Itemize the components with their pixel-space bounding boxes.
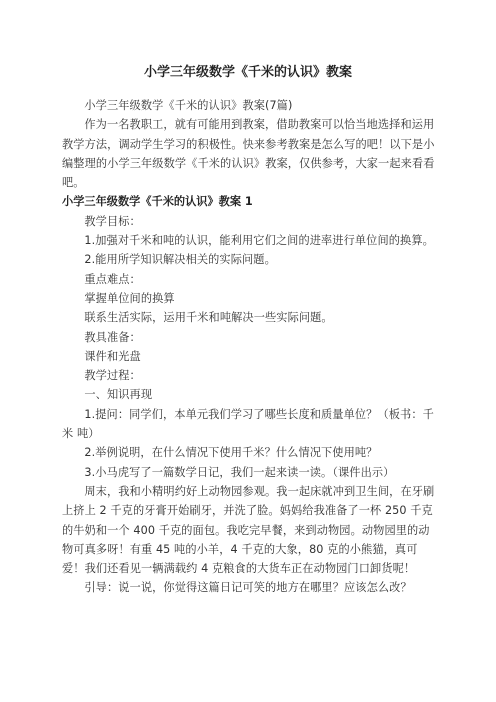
paragraph: 1.提问：同学们，本单元我们学习了哪些长度和质量单位？（板书：千米 吨） — [62, 407, 434, 441]
paragraph: 1.加强对千米和吨的认识，能利用它们之间的进率进行单位间的换算。 — [84, 234, 434, 248]
paragraph: 周末，我和小精明约好上动物园参观。我一起床就冲到卫生间，在牙刷上挤上 2 千克的牙膏开始刷牙，并洗了脸。妈妈给我准备了一杯 250 千克的牛奶和一个 400 千克的面包。我吃完早餐，来到动物园。动物园里的动物可真多呀！有重 45 吨的小羊，4 千克的大象，80 克的小熊猫，真可爱！我们还看见一辆满载约 4 克粮食的大货车正在动物园门口卸货呢！ — [62, 484, 435, 576]
paragraph: 2.举例说明，在什么情况下使用千米？什么情况下使用吨？ — [84, 446, 378, 460]
paragraph: 教学过程： — [84, 369, 141, 383]
paragraph: 2.能用所学知识解决相关的实际问题。 — [84, 253, 276, 267]
paragraph: 一、知识再现 — [84, 388, 153, 402]
document-body — [62, 96, 438, 598]
paragraph: 小学三年级数学《千米的认识》教案(7篇) — [84, 99, 293, 112]
paragraph: 课件和光盘 — [84, 349, 141, 363]
paragraph: 作为一名教职工，就有可能用到教案，借助教案可以恰当地选择和运用教学方法，调动学生学习的积极性。快来参考教案是怎么写的吧！以下是小编整理的小学三年级数学《千米的认识》教案，仅供参考，大家一起来看看吧。 — [62, 118, 435, 190]
paragraph: 掌握单位间的换算 — [84, 291, 175, 305]
document-title: 小学三年级数学《千米的认识》教案 — [143, 65, 352, 80]
section-heading: 小学三年级数学《千米的认识》教案 1 — [62, 195, 253, 209]
paragraph: 引导：说一说，你觉得这篇日记可笑的地方在哪里？应该怎么改？ — [84, 581, 412, 595]
paragraph: 重点难点： — [84, 272, 141, 286]
paragraph: 3.小马虎写了一篇数学日记，我们一起来读一读。（课件出示） — [84, 465, 395, 479]
paragraph: 教学目标： — [84, 214, 141, 228]
paragraph: 教具准备： — [84, 330, 141, 344]
paragraph: 联系生活实际，运用千米和吨解决一些实际问题。 — [84, 311, 333, 325]
